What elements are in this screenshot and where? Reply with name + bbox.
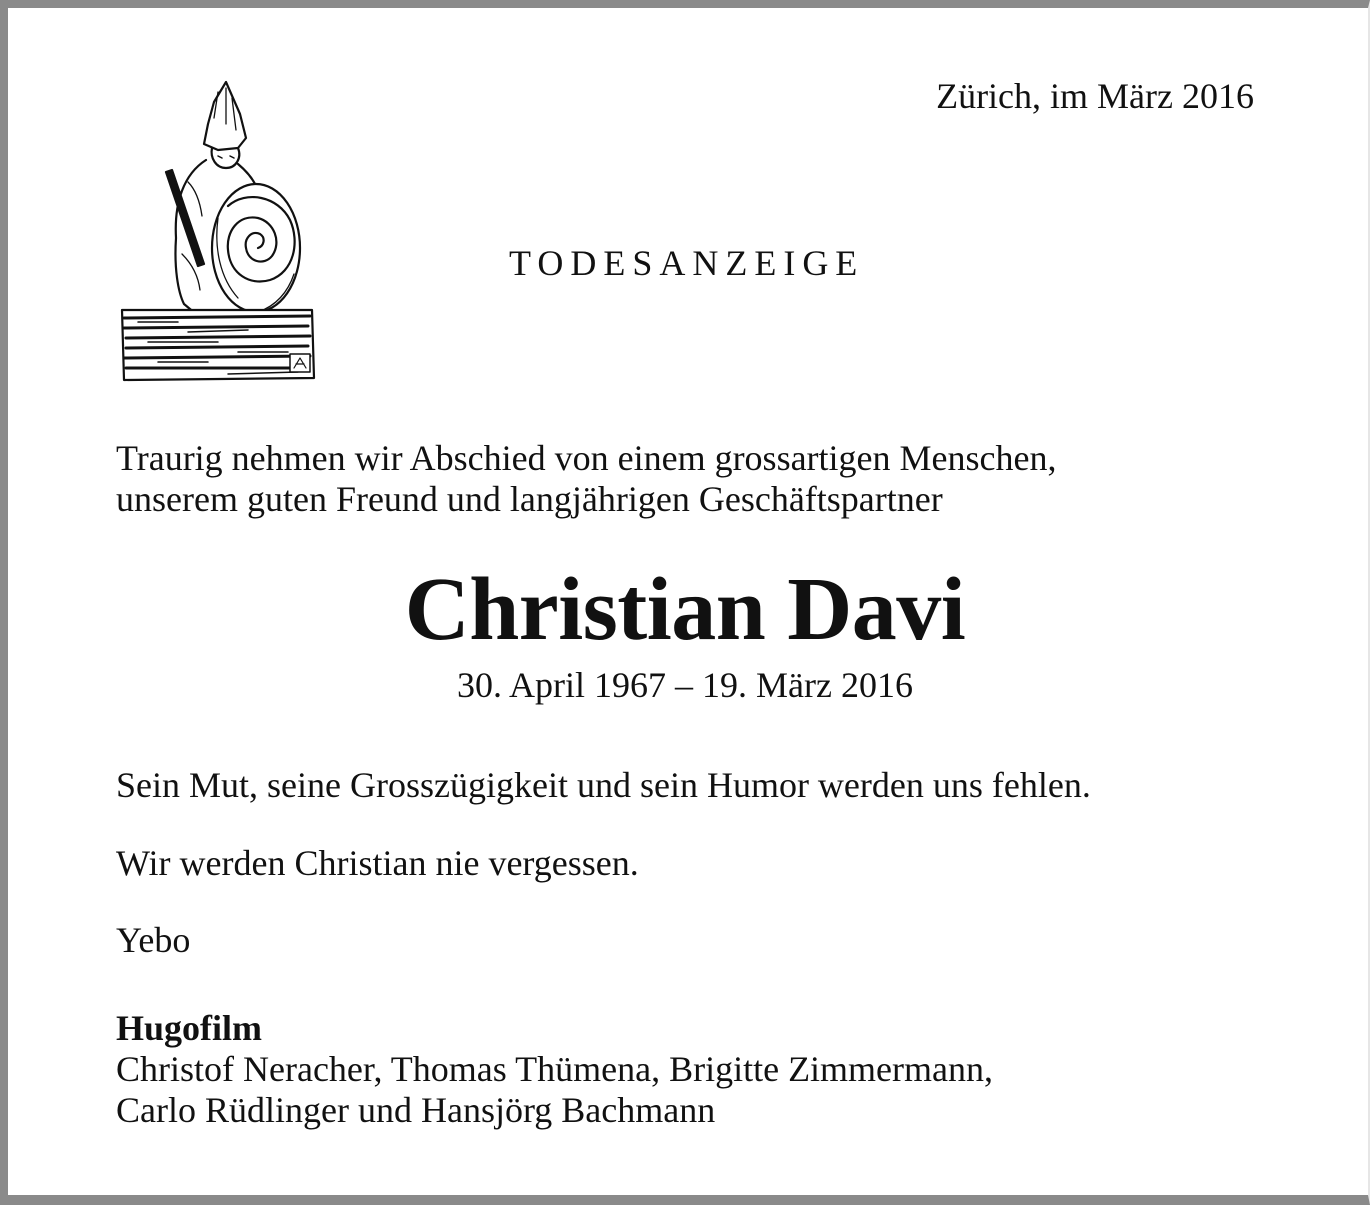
message-line: Sein Mut, seine Grosszügigkeit und sein Humor werden uns fehlen.	[116, 765, 1091, 805]
life-dates: 30. April 1967 – 19. März 2016	[457, 665, 913, 705]
deceased-name: Christian Davi	[404, 560, 966, 659]
signature-block	[116, 1008, 993, 1131]
signature-names-line: Carlo Rüdlinger und Hansjörg Bachmann	[116, 1090, 716, 1130]
notice-heading: TODESANZEIGE	[509, 243, 865, 283]
intro-line: unserem guten Freund und langjährigen Geschäftspartner	[116, 479, 943, 519]
signature-company: Hugofilm	[116, 1008, 263, 1048]
message-line: Yebo	[116, 920, 191, 960]
message-line: Wir werden Christian nie vergessen.	[116, 843, 639, 883]
intro-text	[116, 438, 1056, 520]
signature-names-line: Christof Neracher, Thomas Thümena, Brigitte Zimmermann,	[116, 1049, 994, 1089]
place-and-date: Zürich, im März 2016	[936, 76, 1254, 116]
intro-line: Traurig nehmen wir Abschied von einem grossartigen Menschen,	[116, 438, 1057, 478]
gnome-with-spiral-shell-on-log-woodcut-icon	[118, 78, 316, 382]
